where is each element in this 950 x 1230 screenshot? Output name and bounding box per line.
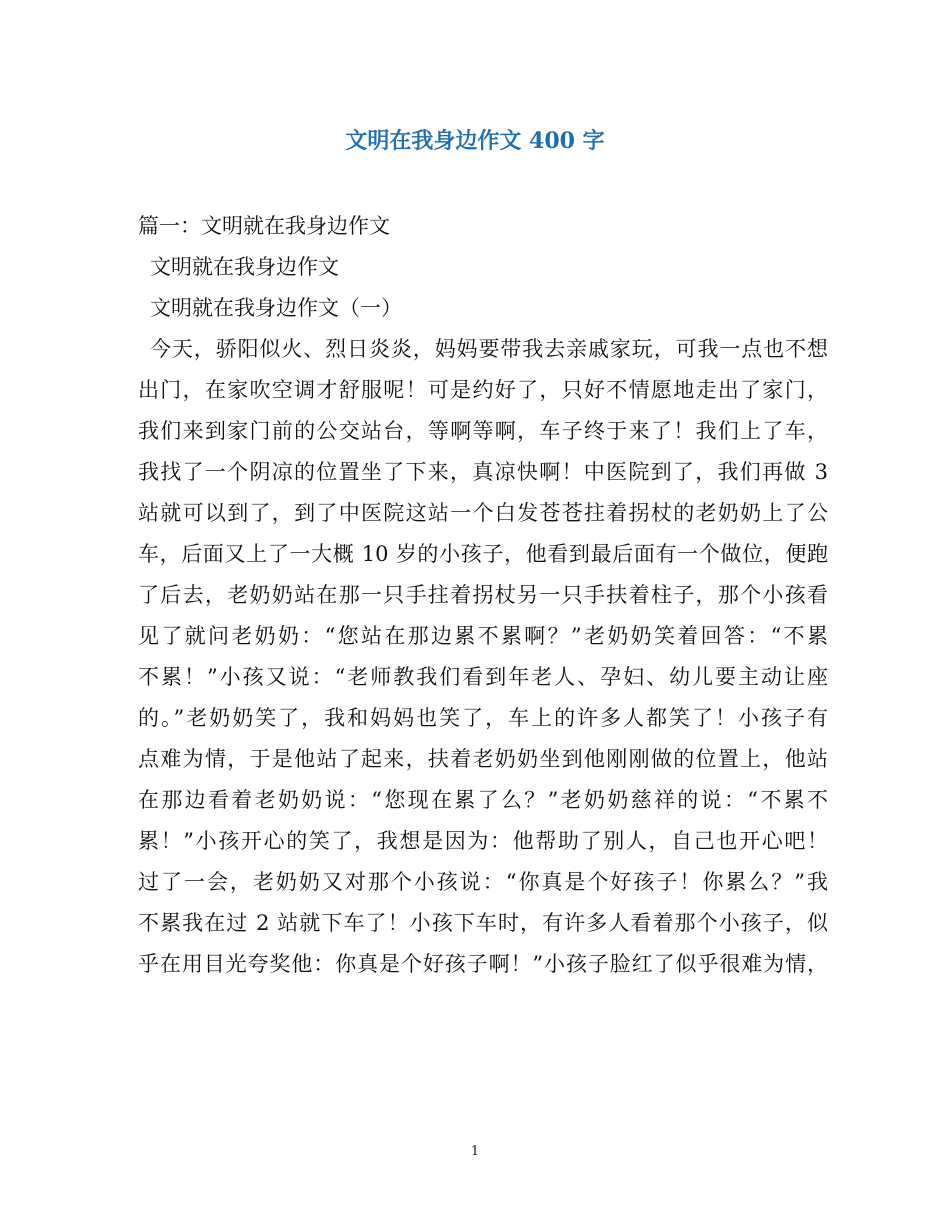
paragraph-line: 乎在用目光夸奖他：你真是个好孩子啊！”小孩子脸红了似乎很难为情，	[138, 952, 828, 976]
paragraph-line: 车，后面又上了一大概 10 岁的小孩子，他看到最后面有一个做位，便跑	[138, 542, 828, 566]
document-title: 文明在我身边作文 400 字	[345, 128, 605, 154]
subheading: 文明就在我身边作文（一）	[150, 296, 402, 320]
paragraph-line: 点难为情，于是他站了起来，扶着老奶奶坐到他刚刚做的位置上，他站	[138, 747, 828, 771]
paragraph-line: 见了就问老奶奶：“您站在那边累不累啊？”老奶奶笑着回答：“不累	[138, 624, 828, 648]
paragraph-line: 不累我在过 2 站就下车了！小孩下车时，有许多人看着那个小孩子，似	[138, 911, 828, 935]
paragraph-line: 了后去，老奶奶站在那一只手拄着拐杖另一只手扶着柱子，那个小孩看	[138, 583, 828, 607]
paragraph-line: 今天，骄阳似火、烈日炎炎，妈妈要带我去亲戚家玩，可我一点也不想	[150, 337, 828, 361]
paragraph-line: 累！”小孩开心的笑了，我想是因为：他帮助了别人，自己也开心吧！	[138, 829, 828, 853]
subheading: 文明就在我身边作文	[150, 255, 339, 279]
paragraph-line: 的。”老奶奶笑了，我和妈妈也笑了，车上的许多人都笑了！小孩子有	[138, 706, 828, 730]
paragraph-line: 出门，在家吹空调才舒服呢！可是约好了，只好不情愿地走出了家门，	[138, 378, 828, 402]
paragraph-line: 站就可以到了，到了中医院这站一个白发苍苍拄着拐杖的老奶奶上了公	[138, 501, 828, 525]
section-heading: 篇一：文明就在我身边作文	[138, 214, 390, 238]
paragraph-line: 在那边看着老奶奶说：“您现在累了么？”老奶奶慈祥的说：“不累不	[138, 788, 828, 812]
paragraph-line: 我找了一个阴凉的位置坐了下来，真凉快啊！中医院到了，我们再做 3	[138, 460, 828, 484]
paragraph-line: 我们来到家门前的公交站台，等啊等啊，车子终于来了！我们上了车，	[138, 419, 828, 443]
paragraph-line: 不累！”小孩又说：“老师教我们看到年老人、孕妇、幼儿要主动让座	[138, 665, 828, 689]
document-body	[138, 206, 828, 985]
paragraph-line: 过了一会，老奶奶又对那个小孩说：“你真是个好孩子！你累么？”我	[138, 870, 828, 894]
page-number: 1	[470, 1144, 480, 1159]
